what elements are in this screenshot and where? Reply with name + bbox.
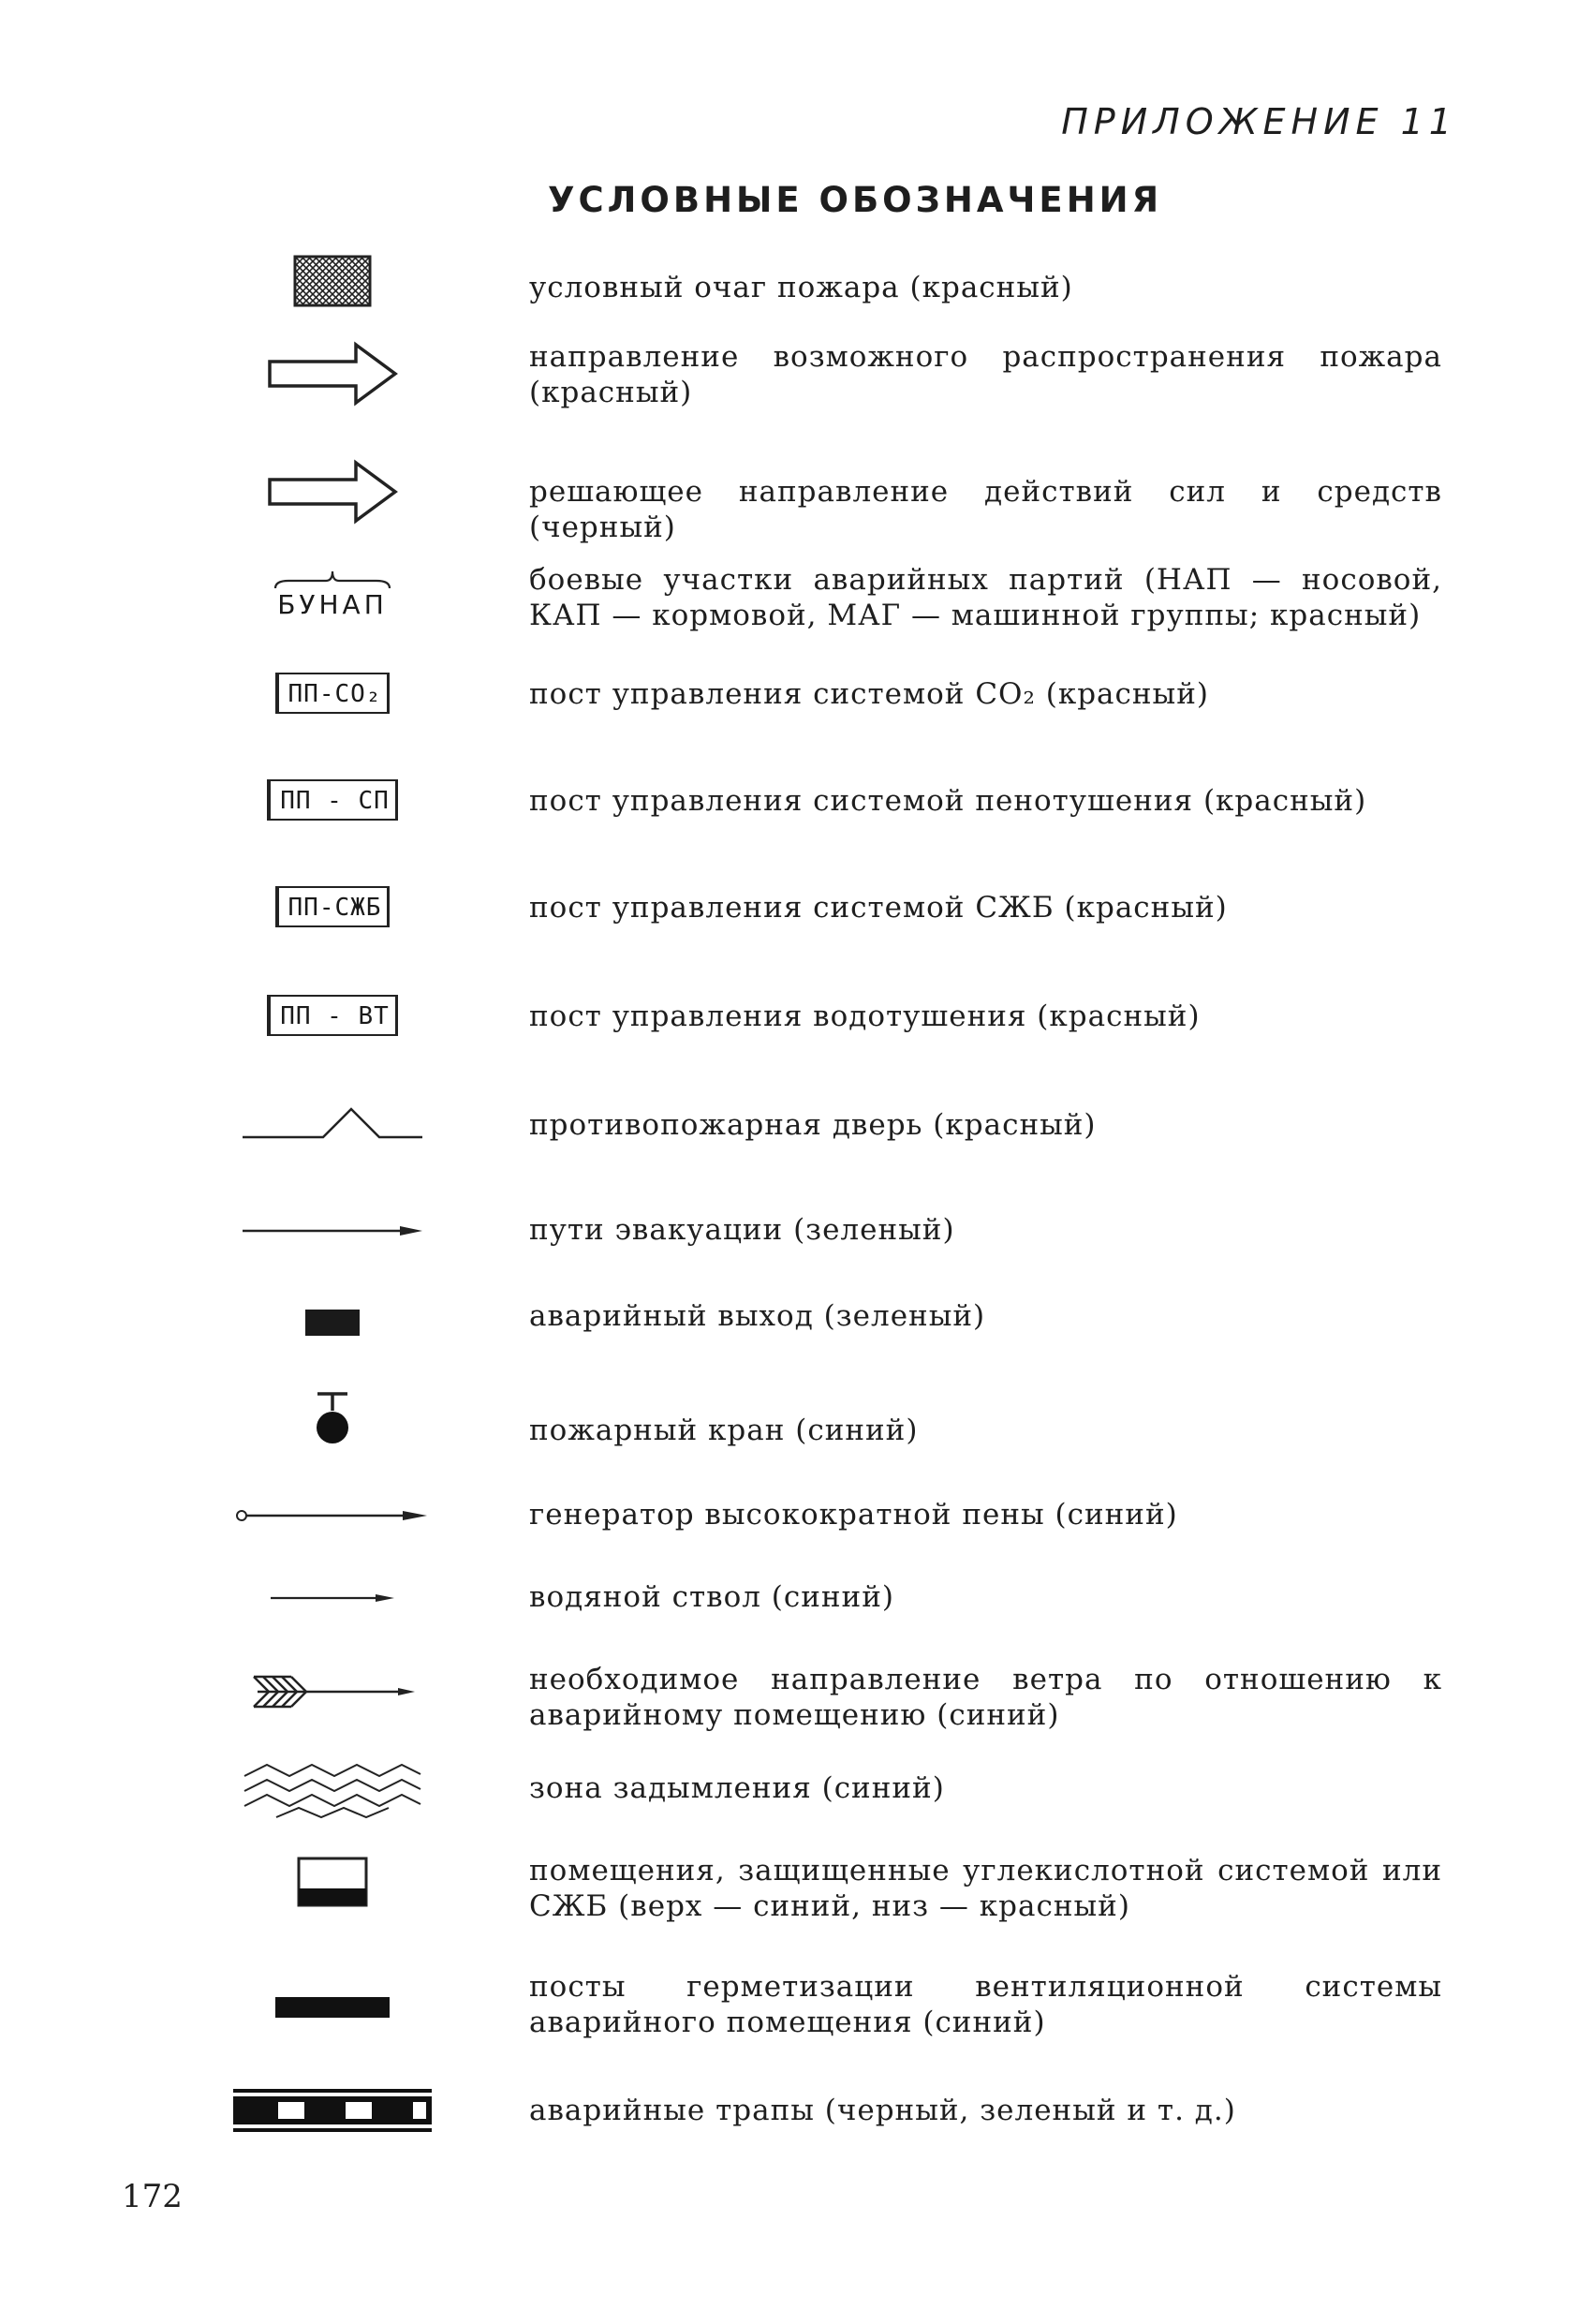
legend-text: пост управления системой CO₂ (красный) bbox=[529, 677, 1209, 711]
legend-text: условный очаг пожара (красный) bbox=[529, 271, 1073, 304]
brace-label: БУНАП bbox=[277, 589, 388, 620]
legend-text: пост управления системой СЖБ (красный) bbox=[529, 891, 1228, 925]
circle-line-arrow-icon bbox=[215, 1495, 450, 1532]
fire-door-icon bbox=[215, 1098, 450, 1145]
brace-icon bbox=[272, 570, 393, 590]
legend-text: аварийные трапы (черный, зеленый и т. д.) bbox=[529, 2094, 1236, 2127]
boxed-label-icon: ПП-СЖБ bbox=[275, 886, 391, 927]
feathered-arrow-icon bbox=[215, 1662, 450, 1722]
zigzag-waves-icon bbox=[215, 1755, 450, 1823]
dark-bar-icon bbox=[215, 1969, 450, 2025]
legend-text: аварийный выход (зеленый) bbox=[529, 1299, 986, 1333]
boxed-label-icon: ПП-CO₂ bbox=[275, 673, 391, 714]
hatched-square-icon bbox=[215, 255, 450, 307]
segmented-bar-icon bbox=[215, 2085, 450, 2136]
legend-text: помещения, защищенные углекислотной системой или СЖБ (верх — синий, низ — красный) bbox=[529, 1854, 1442, 1923]
legend-text: пост управления системой пенотушения (красный) bbox=[529, 784, 1367, 818]
legend-text: пути эвакуации (зеленый) bbox=[529, 1213, 955, 1247]
half-filled-box-icon bbox=[215, 1853, 450, 1911]
page-number: 172 bbox=[122, 2178, 183, 2215]
boxed-label-icon: ПП - СП bbox=[267, 779, 398, 821]
appendix-header: ПРИЛОЖЕНИЕ 11 bbox=[1061, 101, 1457, 142]
legend-text: пожарный кран (синий) bbox=[529, 1414, 919, 1447]
legend-text: пост управления водотушения (красный) bbox=[529, 999, 1201, 1033]
legend-text: водяной ствол (синий) bbox=[529, 1580, 894, 1614]
outline-arrow-icon bbox=[215, 339, 450, 408]
legend-text: генератор высокократной пены (синий) bbox=[529, 1498, 1178, 1532]
page-title: УСЛОВНЫЕ ОБОЗНАЧЕНИЯ bbox=[548, 180, 1163, 220]
legend-text: направление возможного распространения пожара (красный) bbox=[529, 340, 1442, 409]
legend-text: боевые участки аварийных партий (НАП — носовой, КАП — кормовой, МАГ — машинной группы; красный) bbox=[529, 563, 1442, 632]
legend-text: решающее направление действий сил и средств (черный) bbox=[529, 475, 1442, 544]
filled-rect-icon bbox=[215, 1298, 450, 1345]
legend-text: необходимое направление ветра по отношению к аварийному помещению (синий) bbox=[529, 1663, 1442, 1732]
legend-text: посты герметизации вентиляционной системы аварийного помещения (синий) bbox=[529, 1970, 1442, 2039]
legend-text: противопожарная дверь (красный) bbox=[529, 1108, 1097, 1142]
outline-arrow-icon bbox=[215, 457, 450, 526]
boxed-label-icon: ПП - ВТ bbox=[267, 995, 398, 1036]
hydrant-icon bbox=[215, 1388, 450, 1450]
short-line-arrow-icon bbox=[215, 1577, 450, 1615]
line-arrow-icon bbox=[215, 1210, 450, 1248]
legend-text: зона задымления (синий) bbox=[529, 1771, 945, 1805]
